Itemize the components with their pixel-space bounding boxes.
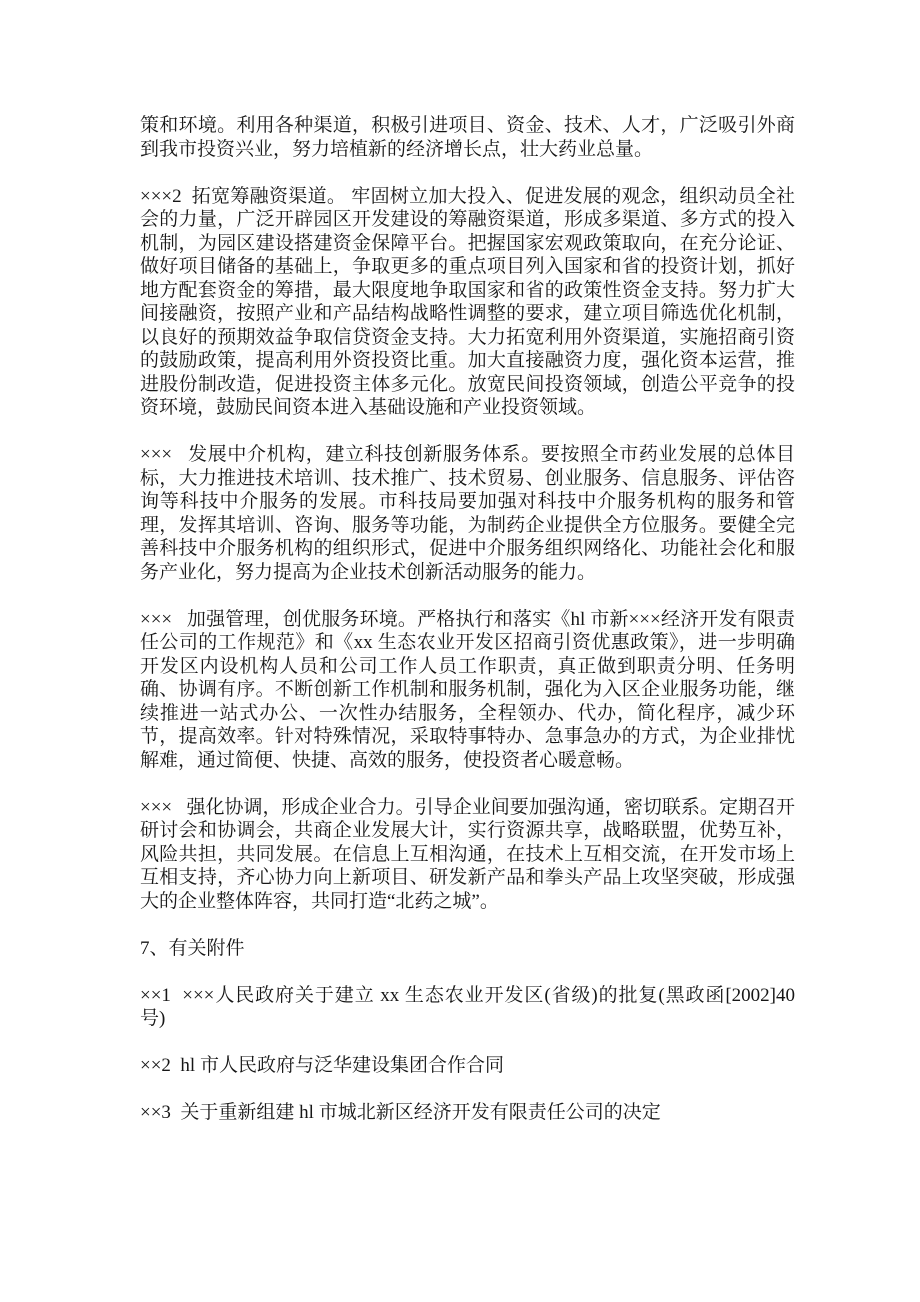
attachment-item-1: ××1 ×××人民政府关于建立 xx 生态农业开发区(省级)的批复(黑政函[2002]40 号) xyxy=(140,984,795,1029)
continuation-paragraph: 策和环境。利用各种渠道，积极引进项目、资金、技术、人才，广泛吸引外商到我市投资兴业，努力培植新的经济增长点，壮大药业总量。 xyxy=(140,115,795,160)
attachment-item-2: ××2 hl 市人民政府与泛华建设集团合作合同 xyxy=(140,1055,504,1076)
document-body xyxy=(140,114,795,1148)
body-paragraph-management-service: ××× 加强管理，创优服务环境。严格执行和落实《hl 市新×××经济开发有限责任公司的工作规范》和《xx 生态农业开发区招商引资优惠政策》，进一步明确开发区内设机构人员和公司工作人员工作职责，真正做到职责分明、任务明确、协调有序。不断创新工作机制和服务机制，强化为入区企业服务功能，继续推进一站式办公、一次性办结服务，全程领办、代办，简化程序，减少环节，提高效率。针对特殊情况，采取特事特办、急事急办的方式，为企业排忧解难，通过简便、快捷、高效的服务，使投资者心暖意畅。 xyxy=(140,608,795,771)
attachments-heading: 7、有关附件 xyxy=(140,937,245,959)
body-paragraph-funding-channels: ×××2 拓宽筹融资渠道。 牢固树立加大投入、促进发展的观念，组织动员全社会的力量，广泛开辟园区开发建设的筹融资渠道，形成多渠道、多方式的投入机制，为园区建设搭建资金保障平台。把握国家宏观政策取向，在充分论证、做好项目储备的基础上，争取更多的重点项目列入国家和省的投资计划，抓好地方配套资金的筹措，最大限度地争取国家和省的政策性资金支持。努力扩大间接融资，按照产业和产品结构战略性调整的要求，建立项目筛选优化机制，以良好的预期效益争取信贷资金支持。大力拓宽利用外资渠道，实施招商引资的鼓励政策，提高利用外资投资比重。加大直接融资力度，强化资本运营，推进股份制改造，促进投资主体多元化。放宽民间投资领域，创造公平竞争的投资环境，鼓励民间资本进入基础设施和产业投资领域。 xyxy=(140,185,795,418)
attachment-item-3: ××3 关于重新组建 hl 市城北新区经济开发有限责任公司的决定 xyxy=(140,1102,661,1123)
body-paragraph-coordination: ××× 强化协调，形成企业合力。引导企业间要加强沟通，密切联系。定期召开研讨会和协调会，共商企业发展大计，实行资源共享，战略联盟，优势互补，风险共担，共同发展。在信息上互相沟通，在技术上互相交流，在开发市场上互相支持，齐心协力向上新项目、研发新产品和拳头产品上攻坚突破，形成强大的企业整体阵容，共同打造“北药之城”。 xyxy=(140,796,795,912)
body-paragraph-intermediary-agencies: ××× 发展中介机构，建立科技创新服务体系。要按照全市药业发展的总体目标，大力推进技术培训、技术推广、技术贸易、创业服务、信息服务、评估咨询等科技中介服务的发展。市科技局要加强对科技中介服务机构的服务和管理，发挥其培训、咨询、服务等功能，为制药企业提供全方位服务。要健全完善科技中介服务机构的组织形式，促进中介服务组织网络化、功能社会化和服务产业化，努力提高为企业技术创新活动服务的能力。 xyxy=(140,444,795,583)
